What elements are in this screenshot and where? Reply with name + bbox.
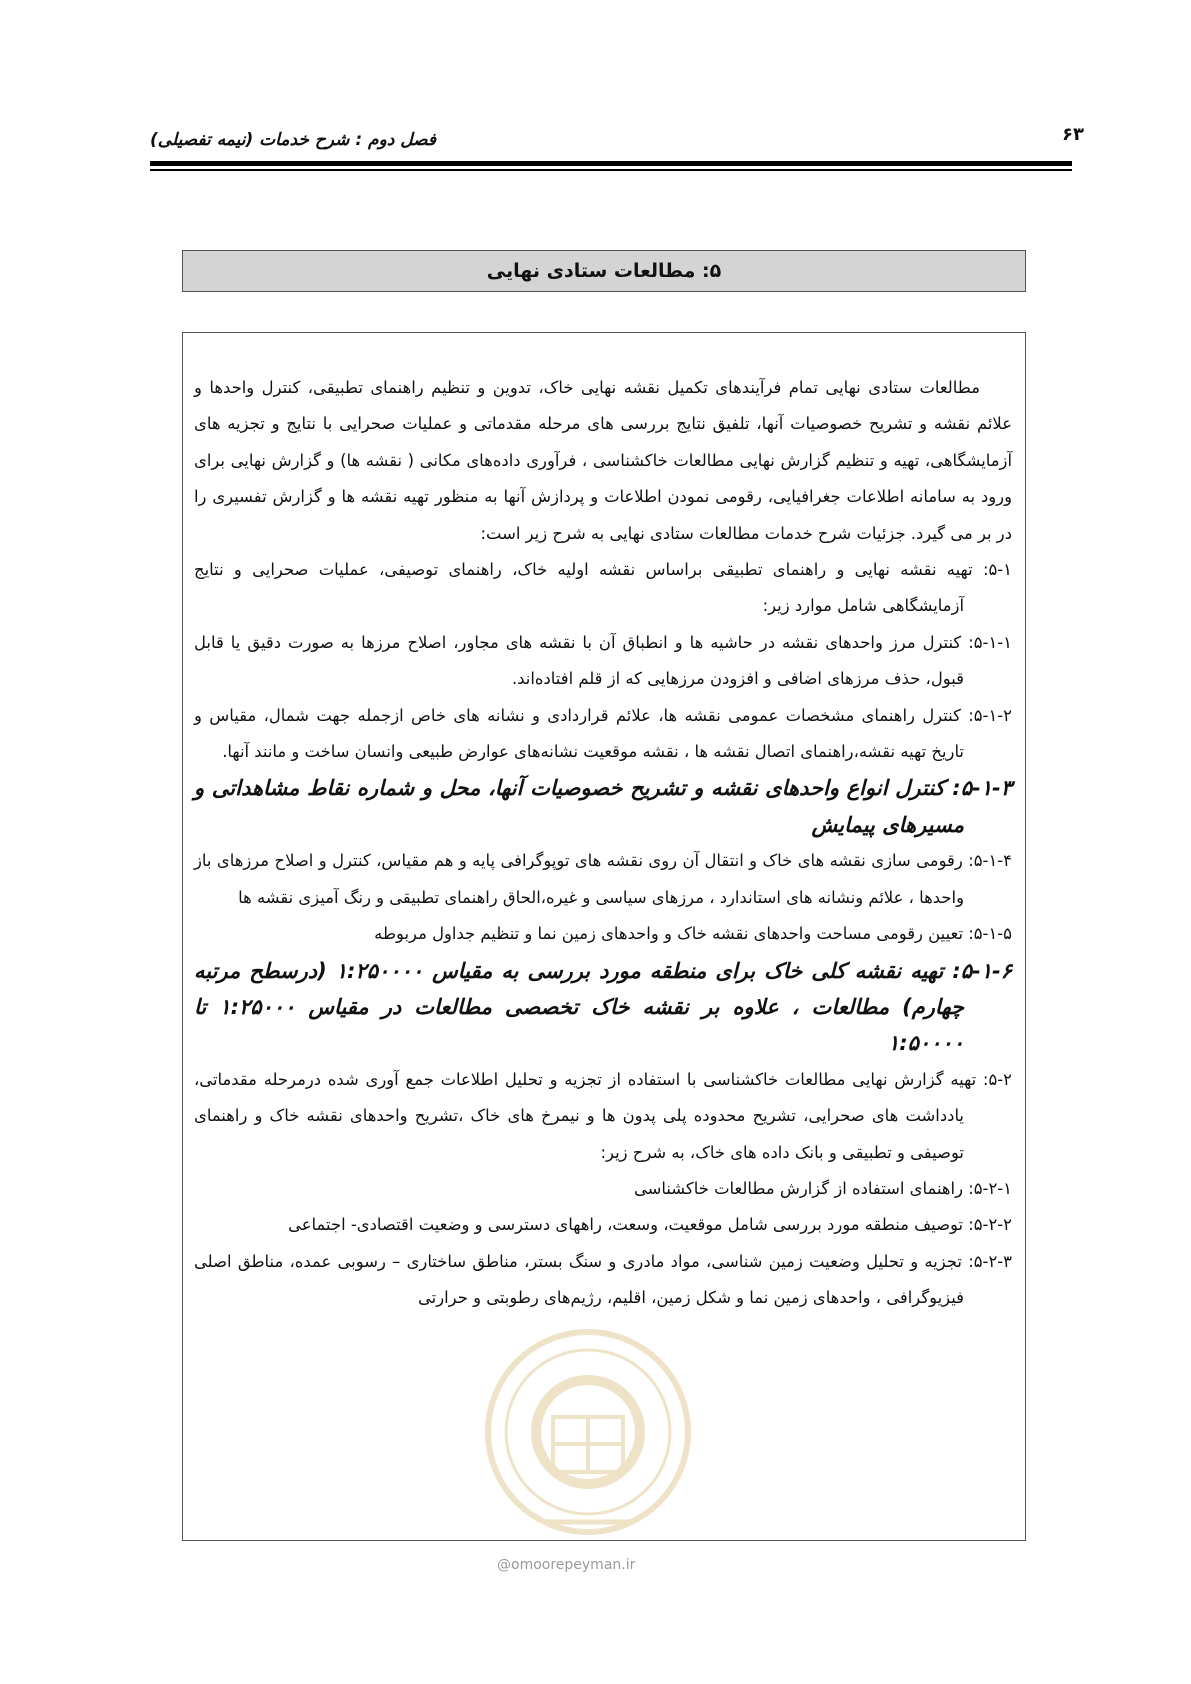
item-5-2: ۵-۲: تهیه گزارش نهایی مطالعات خاکشناسی با استفاده از تجزیه و تحلیل اطلاعات جمع آوری شده درمرحله مقدماتی، یادداشت های صحرایی، تشریح محدوده پلی پدون ها و نیمرخ های خاک ،تشریح واحدهای نقشه خاک و راهنمای توصیفی و تطبیقی و بانک داده های خاک، به شرح زیر: bbox=[194, 1069, 1012, 1162]
chapter-title: فصل دوم : شرح خدمات (نیمه تفصیلی) bbox=[150, 130, 437, 150]
header-rule bbox=[150, 161, 1072, 166]
watermark-seal-icon bbox=[483, 1322, 693, 1542]
item-5-1-6: ۵-۱-۶: تهیه نقشه کلی خاک برای منطقه مورد بررسی به مقیاس ۱:۲۵۰۰۰۰ (درسطح مرتبه چهارم) مطالعات ، علاوه بر نقشه خاک تخصصی مطالعات در مقیاس ۱:۲۵۰۰۰ تا ۱:۵۰۰۰۰ bbox=[194, 958, 1012, 1056]
item-5-1: ۵-۱: تهیه نقشه نهایی و راهنمای تطبیقی براساس نقشه اولیه خاک، راهنمای توصیفی، عملیات صحرایی و نتایج آزمایشگاهی شامل موارد زیر: bbox=[194, 560, 1012, 616]
item-5-1-1: ۵-۱-۱: کنترل مرز واحدهای نقشه در حاشیه ها و انطباق آن با نقشه های مجاور، اصلاح مرزها به صورت دقیق یا قابل قبول، حذف مرزهای اضافی و افزودن مرزهایی که از قلم افتاده‌اند. bbox=[194, 632, 1012, 689]
section-heading-box bbox=[182, 250, 1026, 292]
item-5-2-2: ۵-۲-۲: توصیف منطقه مورد بررسی شامل موقعیت، وسعت، راههای دسترسی و وضعیت اقتصادی- اجتماعی bbox=[288, 1215, 1012, 1235]
item-5-2-3: ۵-۲-۳: تجزیه و تحلیل وضعیت زمین شناسی، مواد مادری و سنگ بستر، مناطق ساختاری – رسوبی عمده، مناطق اصلی فیزیوگرافی ، واحدهای زمین نما و شکل زمین، اقلیم، رژیم‌های رطوبتی و حرارتی bbox=[194, 1251, 1012, 1308]
item-5-1-5: ۵-۱-۵: تعیین رقومی مساحت واحدهای نقشه خاک و واحدهای زمین نما و تنظیم جداول مربوطه bbox=[374, 924, 1012, 944]
section-title: ۵: مطالعات ستادی نهایی bbox=[486, 260, 722, 282]
item-5-1-2: ۵-۱-۲: کنترل راهنمای مشخصات عمومی نقشه ها، علائم قراردادی و نشانه های خاص ازجمله جهت شمال، مقیاس و تاریخ تهیه نقشه،راهنمای اتصال نقشه ها ، نقشه موقعیت نشانه‌های عوارض طبیعی وانسان ساخت و مانند آنها. bbox=[194, 705, 1012, 762]
item-5-1-3: ۵-۱-۳: کنترل انواع واحدهای نقشه و تشریح خصوصیات آنها، محل و شماره نقاط مشاهداتی و مسیرهای پیمایش bbox=[194, 776, 1012, 837]
page-number: ۶۳ bbox=[1062, 124, 1084, 145]
content-body bbox=[194, 370, 1012, 1317]
footer-url: @omoorepeyman.ir bbox=[497, 1557, 636, 1573]
intro-paragraph: مطالعات ستادی نهایی تمام فرآیندهای تکمیل نقشه نهایی خاک، تدوین و تنظیم راهنمای تطبیقی، کنترل واحدها و علائم نقشه و تشریح خصوصیات آنها، تلفیق نتایج بررسی های مرحله مقدماتی و عملیات صحرایی با نتایج و تجزیه های آزمایشگاهی، تهیه و تنظیم گزارش نهایی مطالعات خاکشناسی ، فرآوری داده‌های مکانی ( نقشه ها) و گزارش نهایی برای ورود به سامانه اطلاعات جغرافیایی، رقومی نمودن اطلاعات و پردازش آنها به منظور تهیه نقشه ها و گزارش تفسیری را در بر می گیرد. جزئیات شرح خدمات مطالعات ستادی نهایی به شرح زیر است: bbox=[194, 378, 1012, 543]
header-rule-thin bbox=[150, 169, 1072, 171]
item-5-2-1: ۵-۲-۱: راهنمای استفاده از گزارش مطالعات خاکشناسی bbox=[633, 1178, 1012, 1198]
item-5-1-4: ۵-۱-۴: رقومی سازی نقشه های خاک و انتقال آن روی نقشه های توپوگرافی پایه و هم مقیاس، کنترل و اصلاح مرزهای باز واحدها ، علائم ونشانه های استاندارد ، مرزهای سیاسی و غیره،الحاق راهنمای تطبیقی و رنگ آمیزی نقشه ها bbox=[194, 851, 1012, 907]
